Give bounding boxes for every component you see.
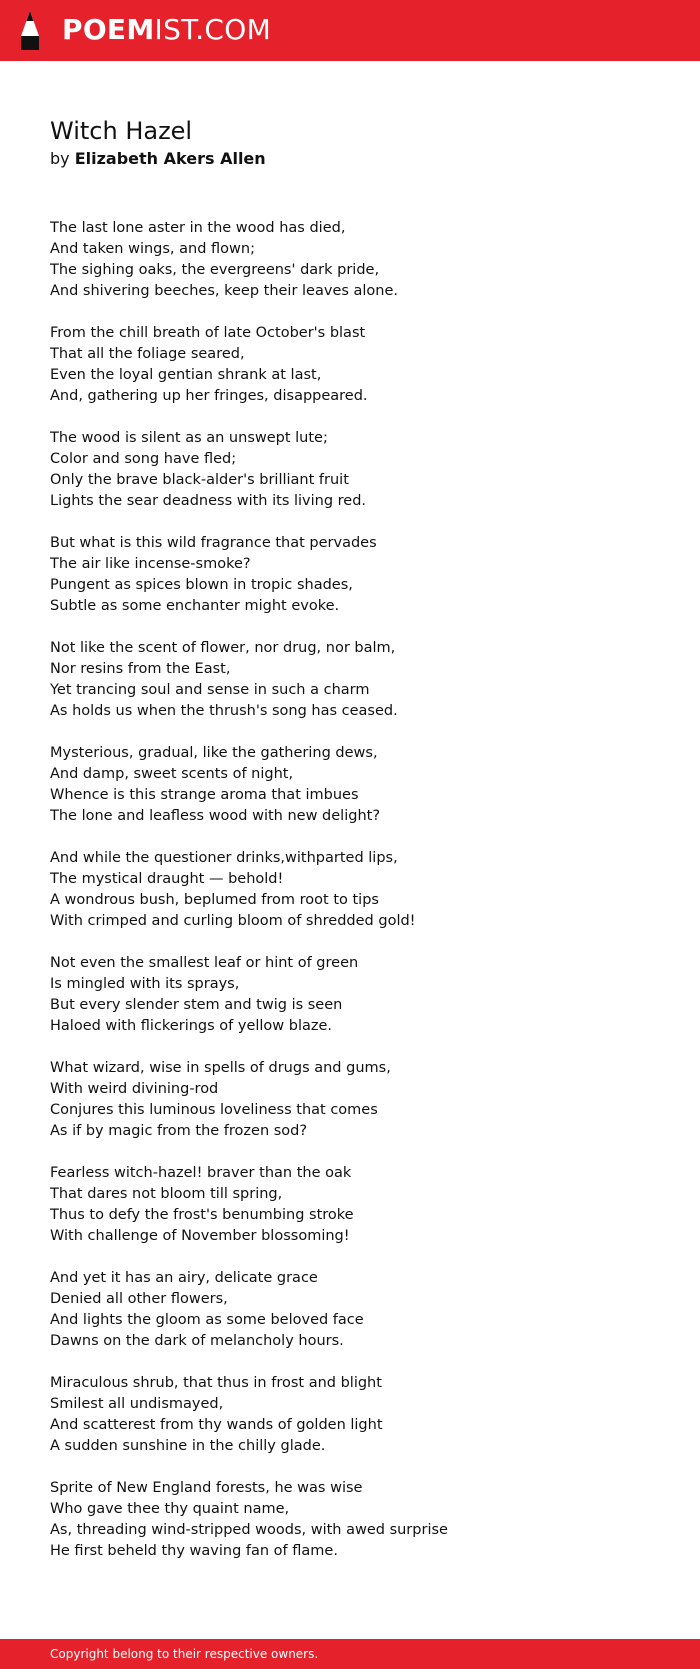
poem-line: What wizard, wise in spells of drugs and gums, [50,1060,391,1076]
poem-line: With challenge of November blossoming! [50,1228,350,1244]
poem-stanza [50,1268,670,1352]
poem-line: That dares not bloom till spring, [50,1186,283,1202]
poem-line: The wood is silent as an unswept lute; [50,430,328,446]
poem-stanza [50,1163,670,1247]
poem-line: Color and song have fled; [50,451,237,467]
poem-line: Only the brave black-alder's brilliant fruit [50,472,349,488]
site-header [0,0,700,61]
logo-light-text: IST.COM [154,13,272,46]
poem-line: Even the loyal gentian shrank at last, [50,367,322,383]
poem-stanza [50,743,670,827]
poem-line: With crimped and curling bloom of shredded gold! [50,913,416,929]
poem-line: Is mingled with its sprays, [50,976,240,992]
poem-line: Mysterious, gradual, like the gathering dews, [50,745,378,761]
poem-line: A sudden sunshine in the chilly glade. [50,1438,326,1454]
poem-line: And damp, sweet scents of night, [50,766,294,782]
byline-prefix: by [50,149,70,168]
poem-line: Conjures this luminous loveliness that comes [50,1102,378,1118]
poem-line: Fearless witch-hazel! braver than the oak [50,1165,352,1181]
poem-line: And, gathering up her fringes, disappeared. [50,388,368,404]
poem-line: The last lone aster in the wood has died, [50,220,346,236]
poem-line: The air like incense-smoke? [50,556,251,572]
poem-line: The mystical draught — behold! [50,871,284,887]
site-logo[interactable] [62,12,271,48]
site-footer [0,1639,700,1669]
poem-stanza [50,1478,670,1562]
poem-line: Lights the sear deadness with its living red. [50,493,367,509]
poem-stanza [50,848,670,932]
poem-stanza [50,1058,670,1142]
poem-line: But every slender stem and twig is seen [50,997,343,1013]
poem-line: Dawns on the dark of melancholy hours. [50,1333,344,1349]
poem-line: Subtle as some enchanter might evoke. [50,598,340,614]
poem-line: Haloed with flickerings of yellow blaze. [50,1018,333,1034]
poem-line: He first beheld thy waving fan of flame. [50,1543,338,1559]
poem-stanza [50,1373,670,1457]
logo-bold-text: POEM [62,13,155,46]
poem-line: But what is this wild fragrance that pervades [50,535,377,551]
poem-line: That all the foliage seared, [50,346,245,362]
poem-line: And lights the gloom as some beloved face [50,1312,364,1328]
poem-line: The sighing oaks, the evergreens' dark pride, [50,262,380,278]
poem-line: Yet trancing soul and sense in such a charm [50,682,370,698]
poem-line: The lone and leafless wood with new delight? [50,808,381,824]
poem-line: And scatterest from thy wands of golden light [50,1417,383,1433]
poem-line: And shivering beeches, keep their leaves alone. [50,283,399,299]
poem-line: Whence is this strange aroma that imbues [50,787,359,803]
poem-line: Miraculous shrub, that thus in frost and blight [50,1375,382,1391]
poem-stanza [50,638,670,722]
poem-line: Denied all other flowers, [50,1291,228,1307]
poem-line: Not like the scent of flower, nor drug, nor balm, [50,640,396,656]
poem-line: From the chill breath of late October's blast [50,325,366,341]
poem-line: Thus to defy the frost's benumbing stroke [50,1207,354,1223]
copyright-text: Copyright belong to their respective owners. [50,1647,319,1661]
poem-line: Pungent as spices blown in tropic shades, [50,577,353,593]
pencil-icon[interactable] [18,10,42,52]
poem-body [50,218,670,1583]
poem-line: With weird divining-rod [50,1081,219,1097]
poem-stanza [50,953,670,1037]
byline [50,148,266,170]
poem-stanza [50,323,670,407]
poem-line: Not even the smallest leaf or hint of green [50,955,359,971]
poem-stanza [50,218,670,302]
poem-line: Who gave thee thy quaint name, [50,1501,290,1517]
author-name: Elizabeth Akers Allen [74,149,266,168]
poem-line: A wondrous bush, beplumed from root to tips [50,892,379,908]
poem-line: And yet it has an airy, delicate grace [50,1270,318,1286]
poem-title: Witch Hazel [50,117,193,145]
poem-line: Sprite of New England forests, he was wise [50,1480,363,1496]
poem-line: Smilest all undismayed, [50,1396,224,1412]
poem-line: As if by magic from the frozen sod? [50,1123,308,1139]
poem-line: As, threading wind-stripped woods, with awed surprise [50,1522,448,1538]
poem-line: And taken wings, and flown; [50,241,255,257]
poem-line: Nor resins from the East, [50,661,231,677]
poem-stanza [50,428,670,512]
poem-line: And while the questioner drinks,withparted lips, [50,850,398,866]
poem-stanza [50,533,670,617]
poem-line: As holds us when the thrush's song has ceased. [50,703,398,719]
